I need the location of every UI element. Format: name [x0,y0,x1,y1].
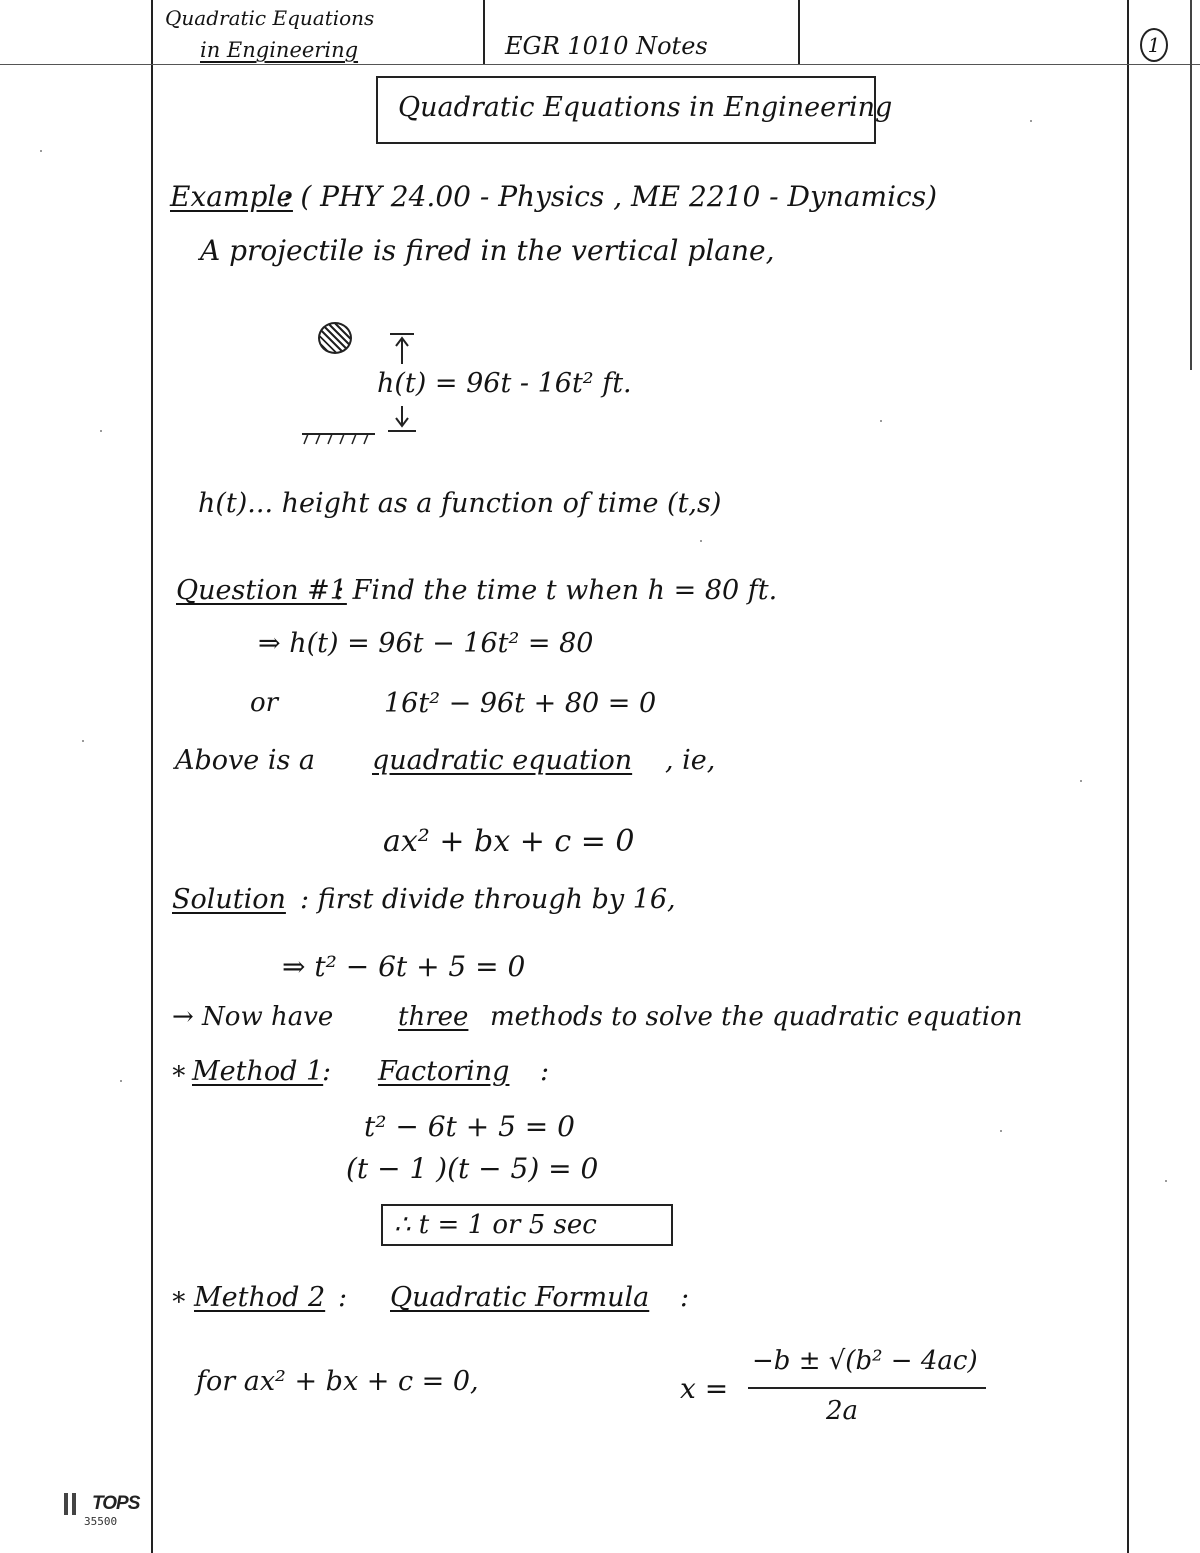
header-topic-line2: in Engineering [200,38,359,62]
methods-suffix: methods to solve the quadratic equation [490,1002,1023,1032]
header-divider-1 [483,0,485,64]
page-title: Quadratic Equations in Engineering [398,92,893,123]
page-number-circle [1140,28,1168,62]
above-term: quadratic equation [372,745,633,776]
right-margin-line [1127,0,1129,1553]
method1-factored: (t − 1 )(t − 5) = 0 [346,1152,599,1185]
methods-term: three [398,1002,469,1032]
question-text: : Find the time t when h = 80 ft. [335,575,778,606]
height-definition: h(t)... height as a function of time (t,s) [198,488,722,519]
header-divider-2 [798,0,800,64]
solution-text: : first divide through by 16, [300,884,676,915]
tops-logo [64,1493,140,1533]
method2-colon: : [338,1282,348,1313]
reduced-equation: ⇒ t² − 6t + 5 = 0 [282,950,526,983]
scan-speck [40,150,42,152]
formula-fraction-bar [748,1387,986,1389]
scan-speck [1000,1130,1002,1132]
header-rule [0,64,1200,65]
formula-x-equals: x = [680,1372,729,1405]
method1-colon: : [322,1056,332,1087]
above-prefix: Above is a [175,745,316,776]
header-topic-line1: Quadratic Equations [165,6,375,30]
left-margin-line [151,0,153,1553]
method1-label: Method 1 [192,1056,324,1087]
scan-speck [880,420,882,422]
example-statement: A projectile is fired in the vertical plane, [200,234,775,267]
solution-label: Solution [172,884,286,915]
scan-speck [700,540,702,542]
question-label: Question #1 [176,575,347,606]
above-suffix: , ie, [665,745,716,776]
method2-label: Method 2 [194,1282,326,1313]
methods-prefix: → Now have [172,1002,334,1032]
question-or: or [250,688,279,718]
method1-colon-2: : [540,1056,550,1087]
method1-equation: t² − 6t + 5 = 0 [364,1110,575,1143]
page-number: 1 [1147,33,1161,57]
method2-colon-2: : [680,1282,690,1313]
example-courses: : ( PHY 24.00 - Physics , ME 2210 - Dynamics) [282,180,937,213]
question-eq2: 16t² − 96t + 80 = 0 [384,688,657,719]
method1-name: Factoring [378,1056,510,1087]
scan-speck [82,740,84,742]
method1-star: ∗ [170,1056,188,1086]
example-label: Example [170,180,293,213]
scan-speck [1080,780,1082,782]
projectile-ball-icon [318,322,352,354]
tops-logo-code: 35500 [84,1515,118,1528]
scan-speck [1165,1180,1167,1182]
height-equation: h(t) = 96t - 16t² ft. [377,368,632,399]
method2-condition: for ax² + bx + c = 0, [196,1366,479,1397]
scan-speck [100,430,102,432]
scan-speck [1030,120,1032,122]
formula-denominator: 2a [826,1396,859,1426]
right-edge-tick [1190,0,1192,370]
method2-star: ∗ [170,1282,188,1312]
general-form: ax² + bx + c = 0 [383,824,635,859]
tops-logo-brand: TOPS [64,1493,134,1515]
method2-name: Quadratic Formula [390,1282,650,1313]
method1-answer: ∴ t = 1 or 5 sec [394,1210,597,1240]
question-eq1: ⇒ h(t) = 96t − 16t² = 80 [258,628,594,659]
header-course: EGR 1010 Notes [505,32,708,60]
formula-numerator: −b ± √(b² − 4ac) [752,1346,978,1376]
scan-speck [120,1080,122,1082]
ground-hatch-icon [300,428,380,448]
